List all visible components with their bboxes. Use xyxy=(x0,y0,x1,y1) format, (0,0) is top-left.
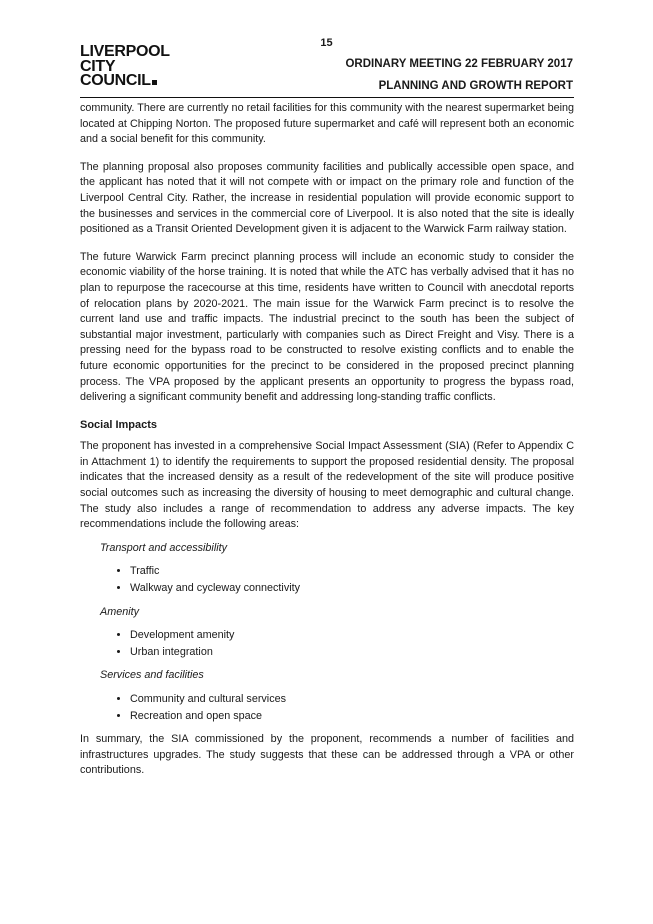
list-item: • Urban integration xyxy=(130,645,574,661)
paragraph-1: community. There are currently no retail facilities for this community with the nearest supermarket being located at Chipping Norton. The proposed future supermarket and café will represent both an economic and a social benefit for this community. xyxy=(80,102,574,146)
list-transport xyxy=(80,564,574,596)
paragraph-3: The future Warwick Farm precinct planning process will include an economic study to consider the economic viability of the horse training. It is noted that while the ATC has verbally advised that it has no plan to repurpose the racecourse at this time, residents have written to Council with anecdotal reports of relocation plans by 2020-2021. The main issue for the Warwick Farm precinct is to resolve the current land use and traffic impacts. The industrial precinct to the south has been the subject of substantial major investment, particularly with companies such as Direct Freight and Visy. There is a pressing need for the bypass road to be constructed to resolve existing conflicts and to enable the future economic opportunities for the precinct to be considered in the proposed precinct planning process. The VPA proposed by the applicant presents an opportunity to progress the bypass road, delivering a significant community benefit and addressing long-standing traffic conflicts. xyxy=(80,250,574,404)
group-title-transport: Transport and accessibility xyxy=(100,541,228,554)
logo-line-1: LIVERPOOL xyxy=(80,43,170,60)
meeting-title: ORDINARY MEETING 22 FEBRUARY 2017 xyxy=(345,58,573,70)
council-logo xyxy=(80,45,170,89)
paragraph-5: In summary, the SIA commissioned by the proponent, recommends a number of facilities and infrastructures upgrades. The study suggests that these can be addressed through a VPA or other contributions. xyxy=(80,733,574,777)
list-item: • Traffic xyxy=(130,564,574,580)
logo-line-2: CITY xyxy=(80,57,116,75)
header-divider xyxy=(80,97,574,98)
logo-dot-icon xyxy=(152,80,157,85)
list-services xyxy=(80,692,574,724)
paragraph-4: The proponent has invested in a comprehensive Social Impact Assessment (SIA) (Refer to Appendix C in Attachment 1) to identify the requirements to support the proposed residential density. The proposal indicates that the increased density as a result of the redevelopment of the site will produce positive social outcomes such as increasing the diversity of housing to meet demographic and cultural change. The study also includes a range of recommendation to address any adverse impacts. The key recommendations include the following areas: xyxy=(80,440,574,531)
page-number: 15 xyxy=(320,37,333,49)
logo-line-3: COUNCIL xyxy=(80,74,170,89)
group-title-services: Services and facilities xyxy=(100,669,204,682)
list-item: • Recreation and open space xyxy=(130,709,574,725)
report-title: PLANNING AND GROWTH REPORT xyxy=(378,80,573,92)
document-body xyxy=(80,101,574,791)
list-item: • Community and cultural services xyxy=(130,692,574,708)
list-item: • Development amenity xyxy=(130,628,574,644)
list-amenity xyxy=(80,628,574,660)
group-title-amenity: Amenity xyxy=(100,605,140,618)
list-item: • Walkway and cycleway connectivity xyxy=(130,581,574,597)
section-heading-social-impacts: Social Impacts xyxy=(80,418,158,431)
paragraph-2: The planning proposal also proposes community facilities and publically accessible open space, and the applicant has noted that it will not compete with or impact on the primary role and function of the Liverpool Central City. Rather, the increase in residential population will provide economic support to the businesses and services in the commercial core of Liverpool. It is also noted that the site is ideally positioned as a Transit Oriented Development given it is adjacent to the Warwick Farm railway station. xyxy=(80,160,574,236)
